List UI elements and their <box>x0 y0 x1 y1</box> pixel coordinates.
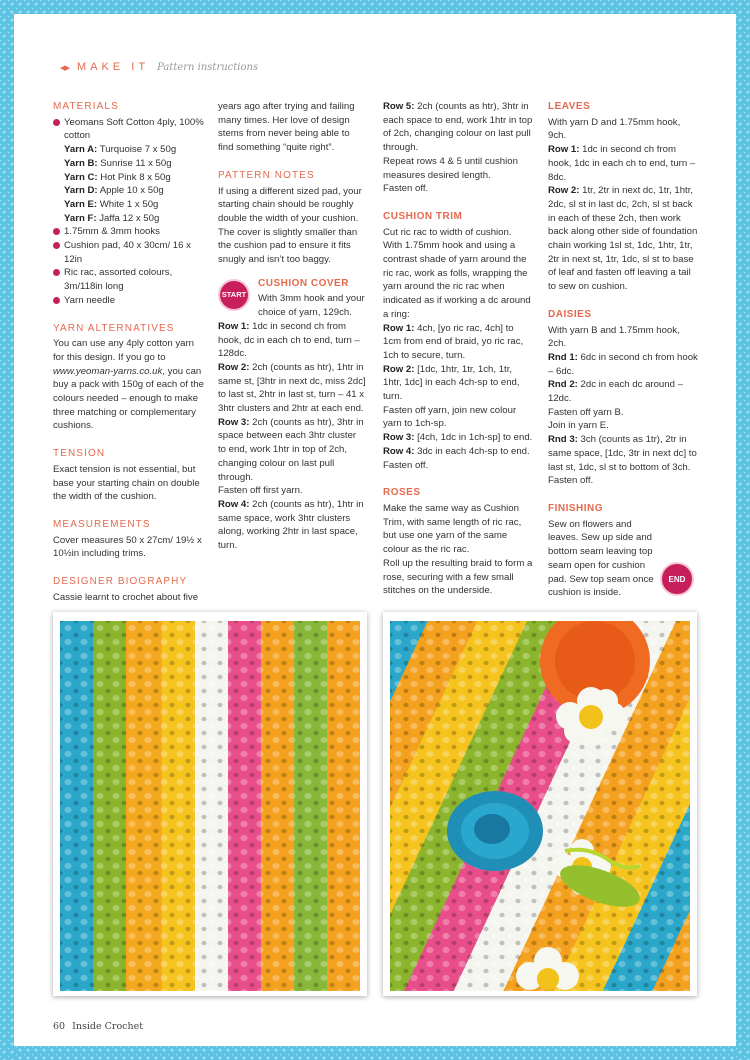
yarn-item: Yarn A: Turquoise 7 x 50g <box>64 144 177 156</box>
measurements-text: Cover measures 50 x 27cm/ 19½ x 10½in including trims. <box>53 534 202 560</box>
materials-item: Ric rac, assorted colours, 3m/118in long <box>53 266 205 293</box>
pattern-row: Row 1: 4ch, [yo ric rac, 4ch] to 1cm from end of braid, yo ric rac, 1ch to secure, turn. <box>383 322 524 361</box>
yarn-item: Yarn F: Jaffa 12 x 50g <box>64 212 160 224</box>
pattern-row: Row 2: 1tr, 2tr in next dc, 1tr, 1htr, 2dc, sl st in last dc, 2ch, sl st back in each of these 2ch, then work back along other side of foundation chain working 1sl st, 1dc, 1htr, 1tr, 2tr in next st, 1tr, 1dc, sl st to base of leaf and fasten off leaving a tail to sew on cushion. <box>548 185 698 293</box>
arrows-icon: ◂▸ <box>60 61 70 74</box>
designer-biography-heading: DESIGNER BIOGRAPHY <box>53 576 188 588</box>
pattern-notes-text: If using a different sized pad, your starting chain should be roughly double the width of your cushion. The cover is slightly smaller than the cushion pad to ensure it fits snugly and isn’t too baggy. <box>218 185 362 266</box>
yarn-alternatives-heading: YARN ALTERNATIVES <box>53 322 175 334</box>
yarn-item: Yarn E: White 1 x 50g <box>64 198 159 210</box>
yarn-alternatives-text: You can use any 4ply cotton yarn for this design. If you go to www.yeoman-yarns.co.uk, you can buy a pack with 150g of each of the colours needed – enough to make three matching or complementary cushions. <box>53 338 204 432</box>
designer-biography-text: Cassie learnt to crochet about five <box>53 591 199 603</box>
roses-text-2: Roll up the resulting braid to form a rose, securing with a few small stitches on the underside. <box>383 557 533 597</box>
pattern-row: Row 3: [4ch, 1dc in 1ch-sp] to end. <box>383 432 533 444</box>
roses-heading: ROSES <box>383 487 421 499</box>
cushion-cover-intro: With 3mm hook and your choice of yarn, 129ch. <box>258 293 365 319</box>
leaves-intro: With yarn D and 1.75mm hook, 9ch. <box>548 116 681 142</box>
materials-heading: MATERIALS <box>53 101 119 112</box>
cushion-trim-heading: CUSHION TRIM <box>383 210 463 222</box>
column-4 <box>548 100 698 600</box>
daisy-3 <box>516 947 579 990</box>
photo-crochet-stripes-image <box>60 621 360 991</box>
daisy-mid-text: Fasten off yarn B. <box>548 406 624 418</box>
tension-text: Exact tension is not essential, but base your starting chain on double the width of the cushion. <box>53 463 200 503</box>
photo-crochet-stripes <box>53 612 367 996</box>
materials-item: Cushion pad, 40 x 30cm/ 16 x 12in <box>53 239 205 266</box>
decorative-border-top <box>0 0 750 14</box>
decorative-border-right <box>736 0 750 1060</box>
pattern-row: Rnd 1: 6dc in second ch from hook – 6dc. <box>548 351 698 377</box>
pattern-row: Row 2: 2ch (counts as htr), 1htr in same st, [3htr in next dc, miss 2dc] to last st, 2htr in last st, turn – 41 x 3htr clusters and 2htr at each end. <box>218 361 366 415</box>
pattern-row: Rnd 3: 3ch (counts as 1tr), 2tr in same space, [1dc, 3tr in next dc] to last st, 1dc, sl st to bottom of 3ch. <box>548 434 697 473</box>
pattern-row: Row 4: 2ch (counts as htr), 1htr in same space, work 3htr clusters along, working 2htr in last space, turn. <box>218 498 364 552</box>
daisies-heading: DAISIES <box>548 308 592 320</box>
yarn-list <box>53 143 205 225</box>
trim-mid-text: Fasten off yarn, join new colour yarn to 1ch-sp. <box>383 404 517 430</box>
page-footer <box>53 1021 147 1032</box>
fasten-off-text: Fasten off. <box>383 459 429 471</box>
pattern-notes-heading: PATTERN NOTES <box>218 169 315 181</box>
section-header <box>60 58 258 76</box>
magazine-name: Inside Crochet <box>72 1021 144 1032</box>
pattern-row: Row 1: 1dc in second ch from hook, dc in each ch to end, turn – 128dc. <box>218 320 360 360</box>
pattern-row: Rnd 2: 2dc in each dc around – 12dc. <box>548 379 683 405</box>
flower-embellishments <box>390 621 690 991</box>
finishing-heading: FINISHING <box>548 502 604 514</box>
start-badge: START <box>218 279 250 311</box>
bullet-icon <box>53 242 60 249</box>
daisy-mid-text: Join in yarn E. <box>548 420 609 432</box>
bullet-icon <box>53 297 60 304</box>
photo-crochet-flowers <box>383 612 697 996</box>
bullet-icon <box>53 119 60 126</box>
yarn-item: Yarn D: Apple 10 x 50g <box>64 185 164 197</box>
materials-item: Yarn needle <box>53 294 205 308</box>
cushion-cover-heading: CUSHION COVER <box>258 277 349 289</box>
fasten-off-text: Fasten off. <box>383 183 429 195</box>
fasten-off-text: Fasten off first yarn. <box>218 485 303 497</box>
cushion-cover-section <box>218 277 366 320</box>
column-2 <box>218 100 366 553</box>
yeoman-link[interactable]: www.yeoman-yarns.co.uk <box>53 365 163 377</box>
pattern-row: Row 5: 2ch (counts as htr), 3htr in each space to end, work 1htr in top of 2ch, changing colour on last pull through. <box>383 101 533 154</box>
biography-continued: years ago after trying and failing many times. Her love of design stems from never being able to find something “quite right”. <box>218 101 355 154</box>
decorative-border-left <box>0 0 14 1060</box>
fasten-off-text: Fasten off. <box>548 475 594 487</box>
finishing-text: Sew on flowers and leaves. Sew up side and bottom seam leaving top seam open for cushion pad. Sew top seam once cushion is inside. <box>548 518 654 599</box>
decorative-border-bottom <box>0 1046 750 1060</box>
pattern-row: Row 2: [1dc, 1htr, 1tr, 1ch, 1tr, 1htr, 1dc] in each 4ch-sp to end, turn. <box>383 363 520 403</box>
photo-crochet-flowers-image <box>390 621 690 991</box>
end-badge: END <box>660 562 694 596</box>
repeat-text: Repeat rows 4 & 5 until cushion measures desired length. <box>383 155 518 181</box>
materials-item: 1.75mm & 3mm hooks <box>53 225 205 239</box>
column-1 <box>53 100 205 605</box>
roses-text: Make the same way as Cushion Trim, with same length of ric rac, but use one yarn of the same colour as the ric rac. <box>383 502 522 556</box>
daisies-intro: With yarn B and 1.75mm hook, 2ch. <box>548 324 680 350</box>
section-label: MAKE IT <box>77 61 150 73</box>
tension-heading: TENSION <box>53 448 106 460</box>
column-3 <box>383 100 533 598</box>
page-number: 60 <box>53 1021 66 1032</box>
stitch-texture <box>60 621 360 991</box>
leaves-heading: LEAVES <box>548 101 591 112</box>
materials-item: Yeomans Soft Cotton 4ply, 100% cotton <box>53 116 205 143</box>
pattern-row: Row 4: 3dc in each 4ch-sp to end. <box>383 445 530 457</box>
pattern-row: Row 1: 1dc in second ch from hook, 1dc in each ch to end, turn – 8dc. <box>548 144 696 183</box>
yarn-item: Yarn C: Hot Pink 8 x 50g <box>64 171 171 183</box>
cushion-trim-intro: Cut ric rac to width of cushion. With 1.75mm hook and using a contrast shade of yarn around the ric rac, work as folls, wrapping the yarn around the ric rac when indicated as if working a dc around a ring: <box>383 226 531 320</box>
bullet-icon <box>53 269 60 276</box>
measurements-heading: MEASUREMENTS <box>53 518 151 530</box>
section-subtitle: Pattern instructions <box>157 61 259 73</box>
yarn-item: Yarn B: Sunrise 11 x 50g <box>64 157 172 169</box>
bullet-icon <box>53 228 60 235</box>
pattern-row: Row 3: 2ch (counts as htr), 3htr in space between each 3htr cluster to end, work 1htr in top of 2ch, changing colour on last pull through. <box>218 416 364 483</box>
